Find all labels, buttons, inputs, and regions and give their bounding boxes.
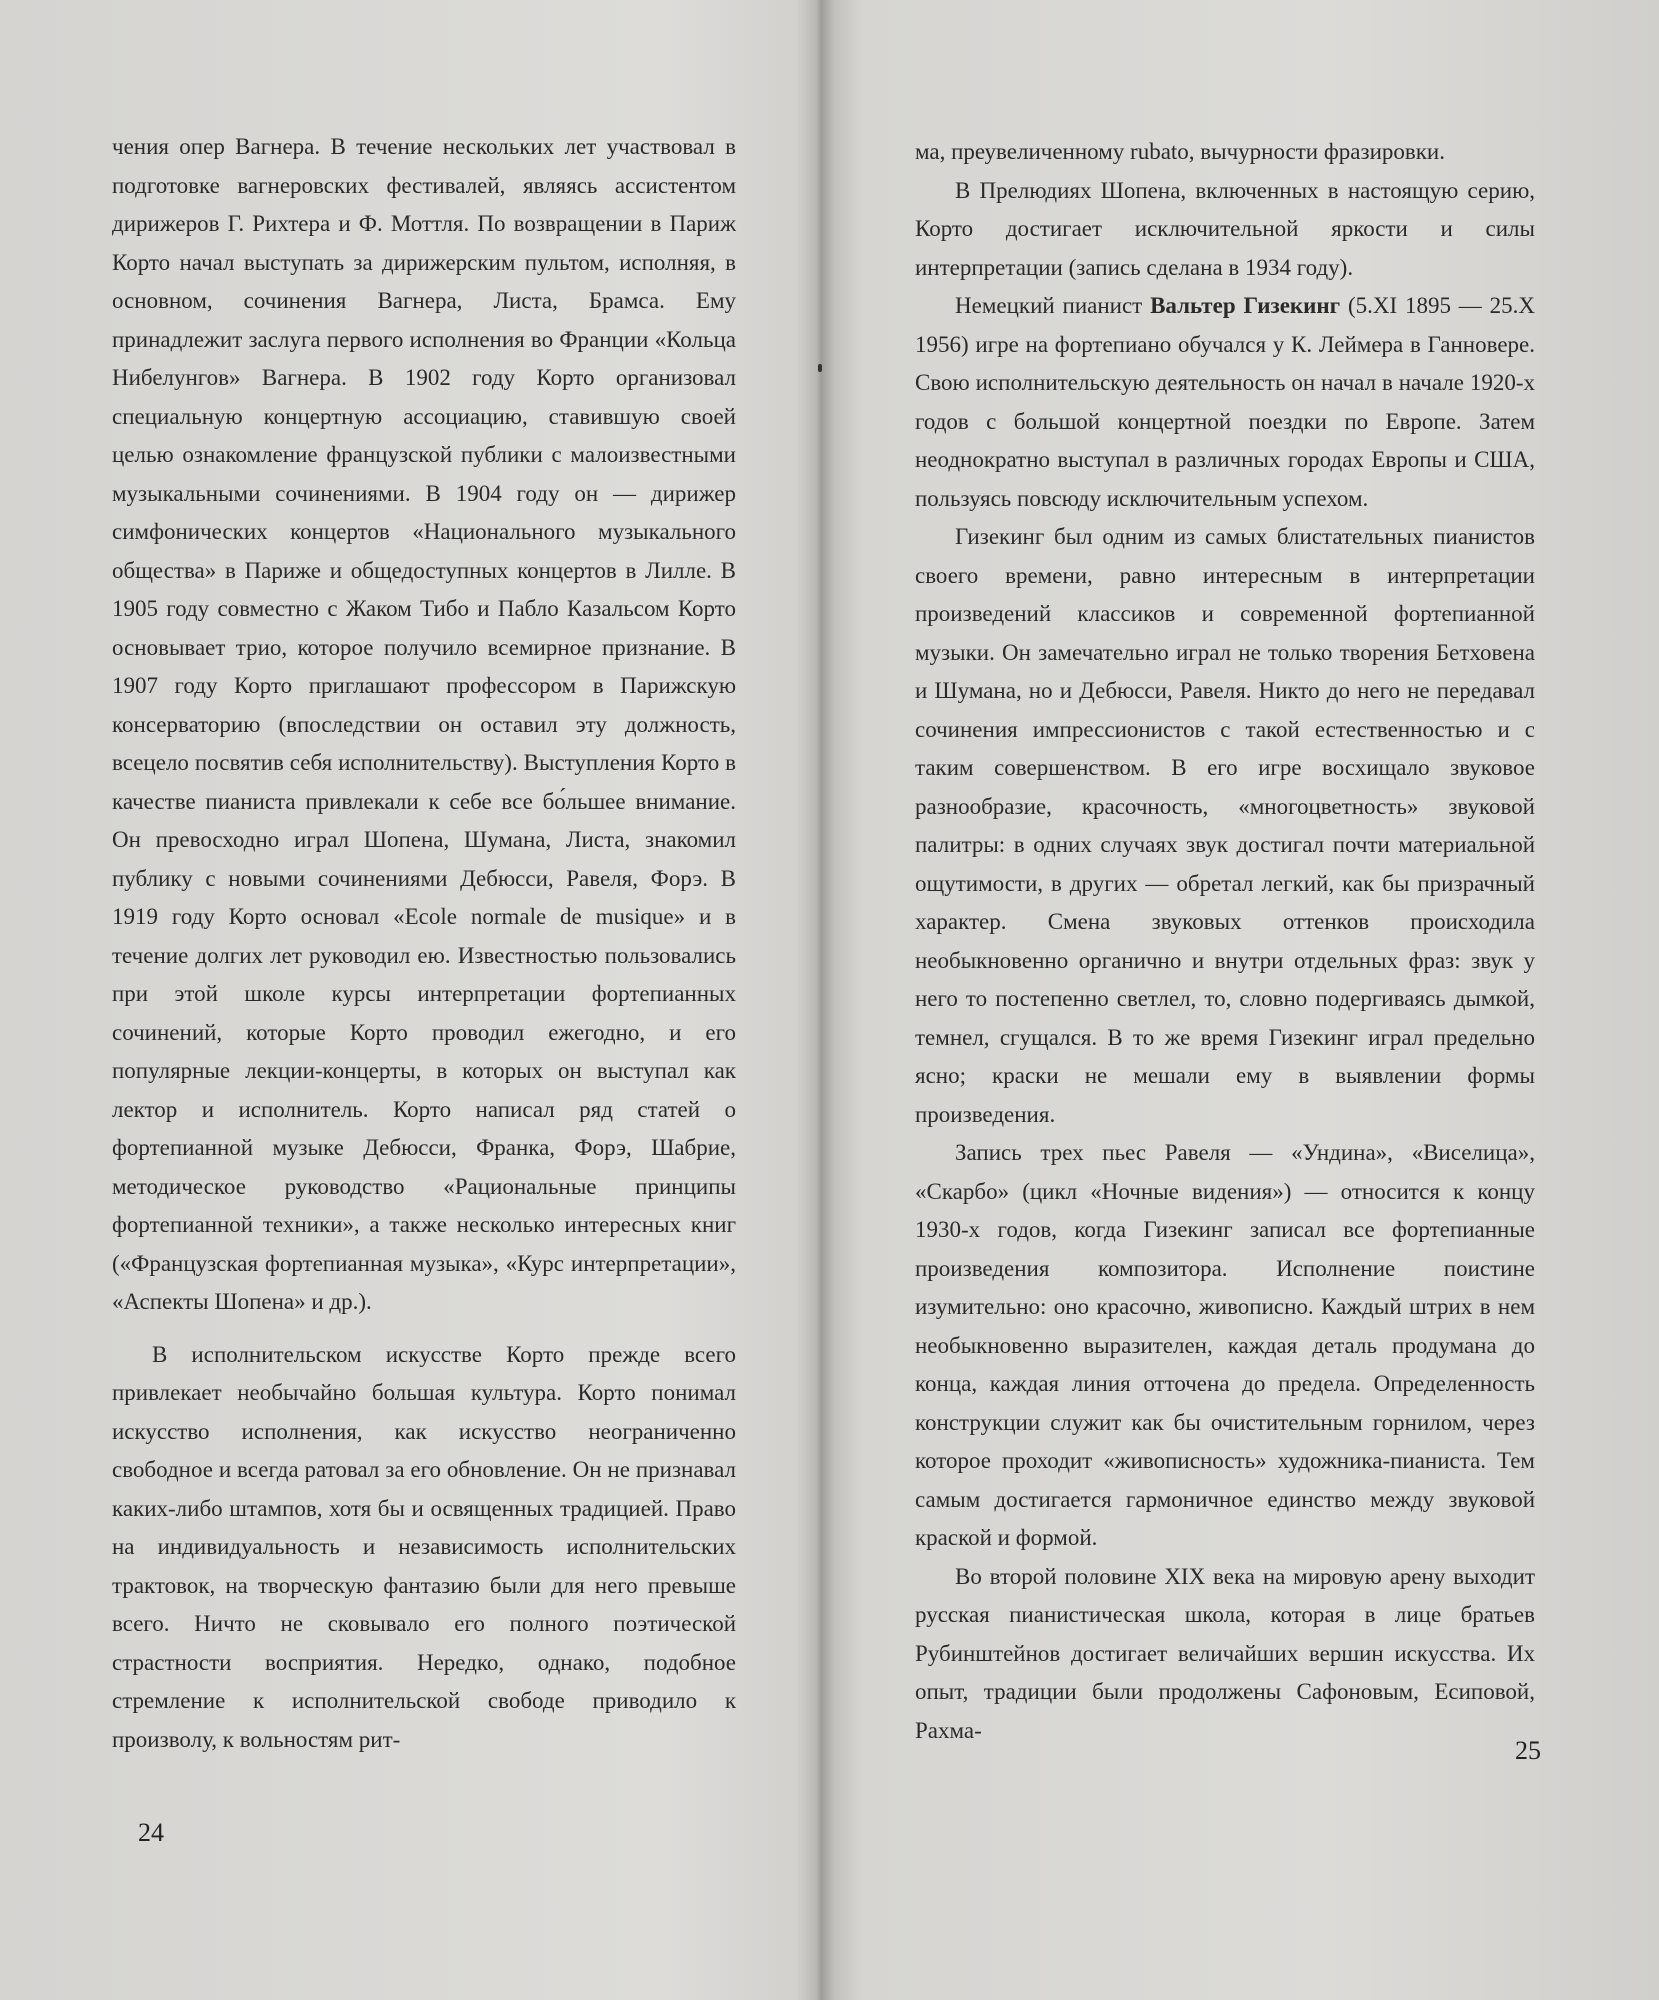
right-page [815, 0, 1659, 2000]
left-text-block [112, 128, 736, 1759]
right-paragraph-1: ма, преувеличенному rubato, вычурности фразировки. [915, 139, 1445, 164]
page-number-right: 25 [1515, 1736, 1541, 1765]
pianist-name-gieseking: Вальтер Гизекинг [1150, 293, 1341, 318]
left-page [0, 0, 815, 2000]
paragraph-3-lead: Немецкий пианист [955, 293, 1143, 318]
right-paragraph-3 [915, 287, 1535, 518]
left-paragraph-1: чения опер Вагнера. В течение нескольких лет участвовал в подготовке вагнеровских фестивалей, являясь ассистентом дирижеров Г. Рихтера и Ф. Моттля. По возвращении в Париж Корто начал выступать за дирижерским пультом, исполняя, в основном, сочинения Вагнера, Листа, Брамса. Ему принадлежит заслуга первого исполнения во Франции «Кольца Нибелунгов» Вагнера. В 1902 году Корто организовал специальную концертную ассоциацию, ставившую своей целью ознакомление французской публики с малоизвестными музыкальными сочинениями. В 1904 году он — дирижер симфонических концертов «Национального музыкального общества» в Париже и общедоступных концертов в Лилле. В 1905 году совместно с Жаком Тибо и Пабло Казальсом Корто основывает трио, которое получило всемирное признание. В 1907 году Корто приглашают профессором в Парижскую консерваторию (впоследствии он оставил эту должность, всецело посвятив себя исполнительству). Выступления Корто в качестве пианиста привлекали к себе все бо́льшее внимание. Он превосходно играл Шопена, Шумана, Листа, знакомил публику с новыми сочинениями Дебюсси, Равеля, Форэ. В 1919 году Корто основал «Ecole normale de musique» и в течение долгих лет руководил ею. Известностью пользовались при этой школе курсы интерпретации фортепианных сочинений, которые Корто проводил ежегодно, и его популярные лекции-концерты, в которых он выступал как лектор и исполнитель. Корто написал ряд статей о фортепианной музыке Дебюсси, Франка, Форэ, Шабрие, методическое руководство «Рациональные принципы фортепианной техники», а также несколько интересных книг («Французская фортепианная музыка», «Курс интерпретации», «Аспекты Шопена» и др.). [112, 134, 736, 1314]
right-paragraph-6: Во второй половине XIX века на мировую арену выходит русская пианистическая школа, которая в лице братьев Рубинштейнов достигает величайших вершин искусства. Их опыт, традиции были продолжены Сафоновым, Есиповой, Рахма- [915, 1563, 1535, 1743]
right-text-block [915, 133, 1535, 1750]
right-paragraph-4: Гизекинг был одним из самых блистательных пианистов своего времени, равно интересным в интерпретации произведений классиков и современной фортепианной музыки. Он замечательно играл не только творения Бетховена и Шумана, но и Дебюсси, Равеля. Никто до него не передавал сочинения импрессионистов с такой естественностью и с таким совершенством. В его игре восхищало звуковое разнообразие, красочность, «многоцветность» звуковой палитры: в одних случаях звук достигал почти материальной ощутимости, в других — обретал легкий, как бы призрачный характер. Смена звуковых оттенков происходила необыкновенно органично и внутри отдельных фраз: звук у него то постепенно светлел, то, словно подергиваясь дымкой, темнел, сгущался. В то же время Гизекинг играл предельно ясно; краски не мешали ему в выявлении формы произведения. [915, 524, 1535, 1127]
paragraph-3-rest: (5.XI 1895 — 25.X 1956) игре на фортепиано обучался у К. Леймера в Ганновере. Свою исполнительскую деятельность он начал в начале 1920-х годов с большой концертной поездки по Европе. Затем неоднократно выступал в различных городах Европы и США, пользуясь повсюду исключительным успехом. [915, 293, 1536, 511]
left-paragraph-2: В исполнительском искусстве Корто прежде всего привлекает необычайно большая культура. Корто понимал искусство исполнения, как искусство неограниченно свободное и всегда ратовал за его обновление. Он не признавал каких-либо штампов, хотя бы и освященных традицией. Право на индивидуальность и независимость исполнительских трактовок, на творческую фантазию были для него превыше всего. Ничто не сковывало его полного поэтической страстности восприятия. Нередко, однако, подобное стремление к исполнительской свободе приводило к произволу, к вольностям рит- [112, 1341, 736, 1752]
right-paragraph-2: В Прелюдиях Шопена, включенных в настоящую серию, Корто достигает исключительной яркости и силы интерпретации (запись сделана в 1934 году). [915, 177, 1535, 280]
page-number-left: 24 [138, 1818, 164, 1847]
right-paragraph-5: Запись трех пьес Равеля — «Ундина», «Виселица», «Скарбо» (цикл «Ночные видения») — относится к концу 1930-х годов, когда Гизекинг записал все фортепианные произведения композитора. Исполнение поистине изумительно: оно красочно, живописно. Каждый штрих в нем необыкновенно выразителен, каждая деталь продумана до конца, каждая линия отточена до предела. Определенность конструкции служит как бы очистительным горнилом, через которое проходит «живописность» художника-пианиста. Тем самым достигается гармоничное единство между звуковой краской и формой. [915, 1140, 1535, 1550]
